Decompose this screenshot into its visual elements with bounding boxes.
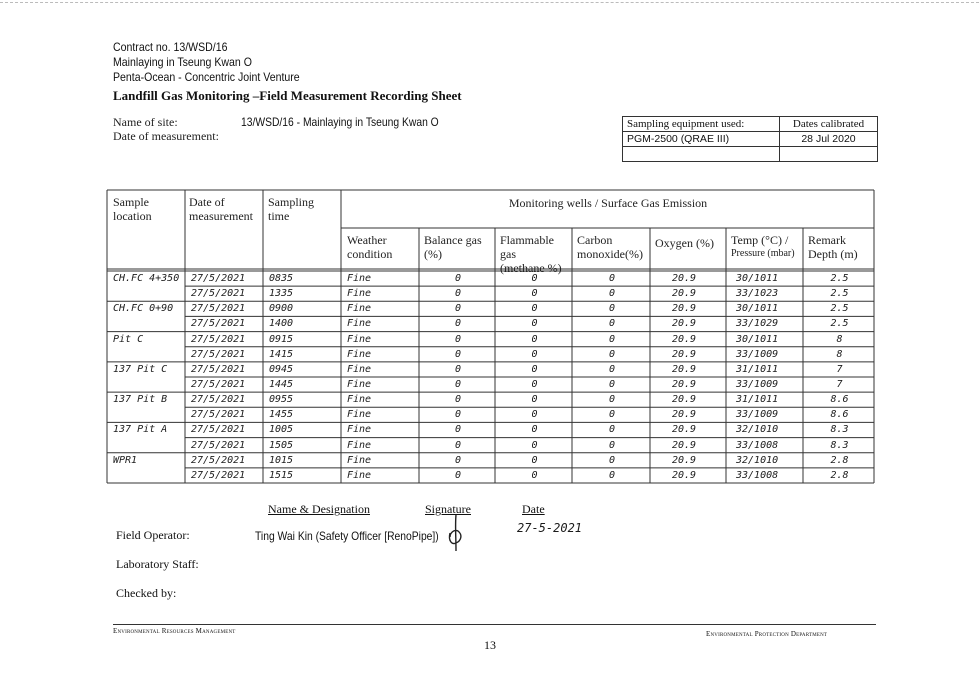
site-name-value: 13/WSD/16 - Mainlaying in Tseung Kwan O	[241, 115, 439, 129]
cell-o2: 20.9	[672, 394, 697, 406]
cell-co: 0	[608, 409, 616, 421]
footer-left: Environmental Resources Management	[113, 627, 236, 635]
cell-weather: Fine	[347, 454, 372, 466]
cell-o2: 20.9	[672, 469, 697, 481]
cell-depth: 2.8	[830, 454, 849, 466]
cell-balance: 0	[454, 379, 462, 390]
cell-depth: 8	[836, 333, 843, 345]
cell-tp: 33/1009	[736, 348, 779, 360]
cell-date: 27/5/2021	[191, 469, 246, 481]
cell-balance: 0	[454, 363, 462, 375]
calibration-date: 28 Jul 2020	[780, 132, 878, 147]
cell-time: 1515	[269, 469, 294, 481]
cell-co: 0	[608, 469, 616, 481]
cell-o2: 20.9	[672, 288, 697, 300]
field-operator-date: 27-5-2021	[517, 521, 583, 535]
header-weather: Weather condition	[347, 233, 393, 261]
cell-date: 27/5/2021	[191, 318, 246, 330]
cell-o2: 20.9	[672, 424, 697, 436]
cell-balance: 0	[454, 439, 462, 451]
header-date: Date of measurement	[189, 195, 253, 223]
cell-o2: 20.9	[672, 409, 697, 421]
cell-tp: 30/1011	[736, 333, 779, 345]
cell-tp: 33/1009	[736, 379, 779, 390]
header-location: Sample location	[113, 195, 152, 223]
sheet-title: Landfill Gas Monitoring –Field Measurement Recording Sheet	[113, 88, 462, 103]
cell-tp: 33/1008	[736, 469, 779, 481]
cell-balance: 0	[454, 424, 462, 436]
footer-rule	[113, 624, 876, 625]
cell-depth: 8.6	[830, 409, 849, 421]
lab-staff-label: Laboratory Staff:	[116, 557, 199, 571]
cell-date: 27/5/2021	[191, 394, 246, 406]
cell-balance: 0	[454, 394, 462, 406]
header-balance: Balance gas (%)	[424, 233, 482, 261]
cell-flam: 0	[531, 348, 538, 360]
cell-weather: Fine	[347, 439, 372, 451]
cell-depth: 7	[836, 379, 843, 390]
cell-o2: 20.9	[672, 454, 697, 466]
measurement-date-label: Date of measurement:	[113, 129, 219, 143]
cell-tp: 33/1008	[736, 439, 779, 451]
cell-loc: 137 Pit A	[113, 424, 168, 436]
cell-loc: WPR1	[113, 454, 138, 466]
field-operator-name: Ting Wai Kin (Safety Officer [RenoPipe])	[255, 529, 439, 543]
field-operator-label: Field Operator:	[116, 528, 190, 542]
contractor-name: Penta-Ocean - Concentric Joint Venture	[113, 70, 300, 84]
cell-co: 0	[608, 454, 616, 466]
signature-mark	[446, 513, 466, 553]
header-temp: Temp (°C) / Pressure (mbar)	[731, 233, 795, 259]
cell-tp: 33/1023	[736, 288, 779, 300]
cell-flam: 0	[531, 273, 538, 284]
date-header: Date	[522, 502, 545, 516]
cell-date: 27/5/2021	[191, 379, 246, 390]
cell-o2: 20.9	[672, 439, 697, 451]
cell-time: 1415	[269, 348, 294, 360]
cell-weather: Fine	[347, 333, 372, 345]
cell-co: 0	[608, 333, 616, 345]
cell-weather: Fine	[347, 394, 372, 406]
header-oxygen: Oxygen (%)	[655, 236, 714, 250]
cell-weather: Fine	[347, 303, 372, 315]
cell-weather: Fine	[347, 318, 372, 330]
cell-tp: 31/1011	[736, 363, 779, 375]
cell-co: 0	[608, 273, 616, 284]
cell-balance: 0	[454, 318, 462, 330]
cell-flam: 0	[531, 379, 538, 390]
cell-balance: 0	[454, 409, 462, 421]
cell-co: 0	[608, 363, 616, 375]
cell-weather: Fine	[347, 273, 372, 284]
cell-balance: 0	[454, 288, 462, 300]
cell-time: 0915	[269, 333, 294, 345]
cell-date: 27/5/2021	[191, 409, 246, 421]
page-number: 13	[484, 638, 496, 652]
cell-time: 1400	[269, 318, 294, 330]
cell-tp: 31/1011	[736, 394, 779, 406]
cell-date: 27/5/2021	[191, 439, 246, 451]
cell-date: 27/5/2021	[191, 303, 246, 315]
header-time: Sampling time	[268, 195, 315, 223]
cell-flam: 0	[531, 303, 538, 315]
cell-depth: 2.5	[830, 303, 849, 315]
cell-date: 27/5/2021	[191, 363, 246, 375]
cell-time: 1335	[269, 288, 294, 300]
cell-o2: 20.9	[672, 363, 697, 375]
cell-flam: 0	[531, 454, 538, 466]
cell-weather: Fine	[347, 469, 372, 481]
contract-number: Contract no. 13/WSD/16	[113, 40, 228, 54]
cell-loc: Pit C	[113, 333, 144, 345]
cell-weather: Fine	[347, 288, 372, 300]
cell-co: 0	[608, 288, 616, 300]
cell-weather: Fine	[347, 424, 372, 436]
cell-time: 1015	[269, 454, 294, 466]
cell-o2: 20.9	[672, 348, 697, 360]
cell-co: 0	[608, 394, 616, 406]
header-remark: Remark Depth (m)	[808, 233, 858, 261]
cell-depth: 8.3	[830, 439, 849, 451]
checked-by-label: Checked by:	[116, 586, 177, 600]
cell-date: 27/5/2021	[191, 333, 246, 345]
cell-weather: Fine	[347, 363, 372, 375]
cell-co: 0	[608, 318, 616, 330]
cell-tp: 32/1010	[736, 454, 779, 466]
cell-o2: 20.9	[672, 273, 697, 284]
project-name: Mainlaying in Tseung Kwan O	[113, 55, 252, 69]
cell-time: 1455	[269, 409, 294, 421]
cell-depth: 2.8	[830, 469, 849, 481]
cell-depth: 8.6	[830, 394, 849, 406]
cell-tp: 33/1009	[736, 409, 779, 421]
footer-right: Environmental Protection Department	[706, 630, 828, 638]
cell-balance: 0	[454, 454, 462, 466]
cell-depth: 2.5	[830, 273, 849, 284]
equipment-header: Sampling equipment used:	[623, 117, 780, 132]
cell-co: 0	[608, 424, 616, 436]
cell-tp: 33/1029	[736, 318, 779, 330]
cell-o2: 20.9	[672, 333, 697, 345]
cell-tp: 32/1010	[736, 424, 779, 436]
cell-balance: 0	[454, 333, 462, 345]
cell-weather: Fine	[347, 379, 372, 390]
cell-weather: Fine	[347, 409, 372, 421]
calibrated-header: Dates calibrated	[780, 117, 878, 132]
cell-balance: 0	[454, 303, 462, 315]
cell-time: 0955	[269, 394, 294, 406]
cell-depth: 8.3	[830, 424, 849, 436]
cell-time: 1005	[269, 424, 294, 436]
cell-time: 0945	[269, 363, 294, 375]
cell-o2: 20.9	[672, 318, 697, 330]
cell-time: 1445	[269, 379, 294, 390]
cell-date: 27/5/2021	[191, 288, 246, 300]
cell-time: 0900	[269, 303, 294, 315]
cell-tp: 30/1011	[736, 303, 779, 315]
cell-loc: CH.FC 0+90	[113, 303, 174, 315]
cell-balance: 0	[454, 273, 462, 284]
cell-tp: 30/1011	[736, 273, 779, 284]
cell-flam: 0	[531, 409, 538, 421]
cell-time: 0835	[269, 273, 294, 284]
cell-flam: 0	[531, 439, 538, 451]
cell-date: 27/5/2021	[191, 273, 246, 284]
cell-weather: Fine	[347, 348, 372, 360]
cell-flam: 0	[531, 288, 538, 300]
cell-flam: 0	[531, 318, 538, 330]
cell-balance: 0	[454, 469, 462, 481]
cell-co: 0	[608, 379, 616, 390]
header-flammable: Flammable gas (methane %)	[500, 233, 562, 275]
cell-flam: 0	[531, 424, 538, 436]
cell-loc: 137 Pit B	[113, 394, 168, 406]
cell-date: 27/5/2021	[191, 454, 246, 466]
cell-depth: 2.5	[830, 288, 849, 300]
cell-loc: CH.FC 4+350	[113, 273, 180, 284]
cell-depth: 8	[836, 348, 843, 360]
site-name-label: Name of site:	[113, 115, 178, 129]
name-designation-header: Name & Designation	[268, 502, 370, 516]
header-carbon: Carbon monoxide(%)	[577, 233, 643, 261]
cell-flam: 0	[531, 469, 538, 481]
cell-date: 27/5/2021	[191, 424, 246, 436]
cell-flam: 0	[531, 363, 538, 375]
cell-flam: 0	[531, 333, 538, 345]
cell-loc: 137 Pit C	[113, 363, 168, 375]
equipment-name: PGM-2500 (QRAE III)	[623, 132, 780, 147]
cell-depth: 7	[836, 363, 843, 375]
cell-depth: 2.5	[830, 318, 849, 330]
cell-time: 1505	[269, 439, 294, 451]
cell-o2: 20.9	[672, 379, 697, 390]
cell-balance: 0	[454, 348, 462, 360]
cell-co: 0	[608, 439, 616, 451]
cell-co: 0	[608, 348, 616, 360]
cell-date: 27/5/2021	[191, 348, 246, 360]
cell-flam: 0	[531, 394, 538, 406]
header-group: Monitoring wells / Surface Gas Emission	[508, 196, 708, 210]
cell-co: 0	[608, 303, 616, 315]
cell-o2: 20.9	[672, 303, 697, 315]
signature-header: Signature	[425, 502, 471, 516]
